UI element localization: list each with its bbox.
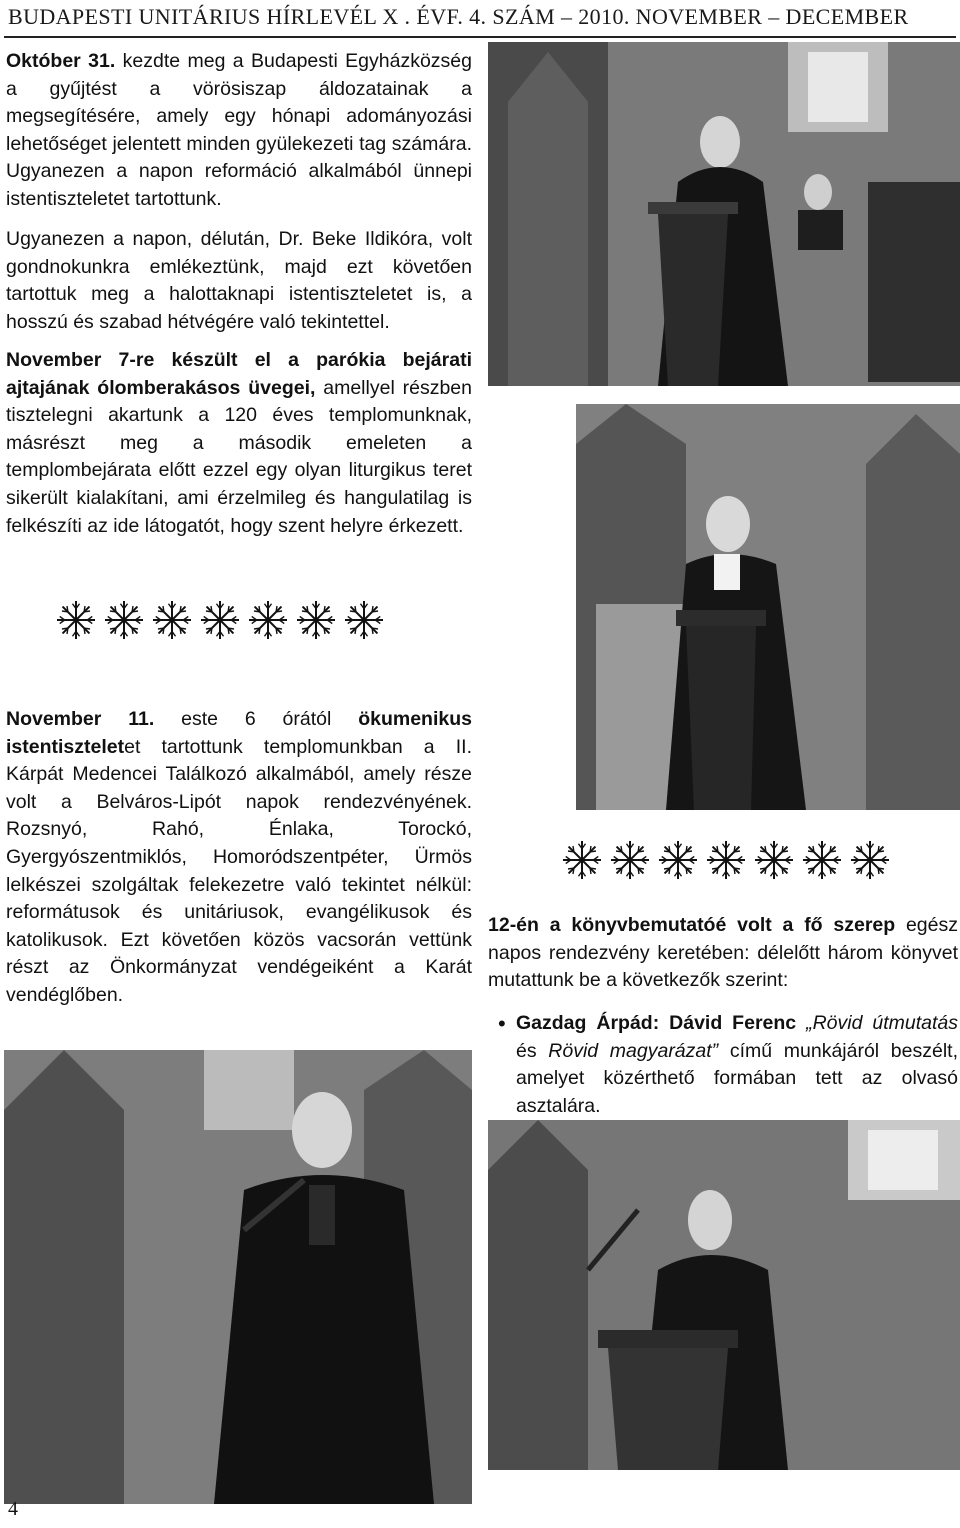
article-oct31-afternoon-text: Ugyanezen a napon, délután, Dr. Beke Ildikóra, volt gondnokunkra emlékeztünk, majd ezt követően tartottuk meg a halottaknapi istentiszteletet is, a hosszú és szabad hétvégére való tekintettel.: [6, 228, 472, 333]
ornament-divider-2: [560, 838, 892, 882]
snowflake-ornament-icon: [342, 598, 386, 642]
article-oct31: [6, 48, 472, 214]
article-nov7-lead: November 7-re készült el a parókia bejárati ajtajának ólomberakásos üvegei,: [6, 349, 472, 399]
bullet-icon: •: [498, 1011, 506, 1036]
article-nov12-lead: 12-én a könyvbemutatóé volt a fő szerep: [488, 914, 896, 936]
photo-woman-pastor-pulpit: [576, 404, 960, 810]
ornament-divider-1: [54, 598, 386, 642]
book-item-mid: és: [516, 1039, 549, 1062]
book-item-author: Gazdag Árpád: Dávid Ferenc: [516, 1012, 797, 1034]
snowflake-ornament-icon: [560, 838, 604, 882]
snowflake-ornament-icon: [848, 838, 892, 882]
book-list-item: [488, 1010, 958, 1120]
newsletter-header: [0, 0, 960, 40]
header-rule: [4, 36, 956, 38]
photo-man-speaker-lectern: [488, 1120, 960, 1470]
article-oct31-text: kezdte meg a Budapesti Egyházközség a gyűjtést a vörösiszap áldozatainak a megsegítésére, amely egy hónapi adományozási lehetőséget jelentett minden gyülekezeti tag számára. Ugyanezen a napon reformáció alkalmából ünnepi istentiszteletet tartottunk.: [6, 50, 472, 210]
article-nov7: [6, 347, 472, 540]
snowflake-ornament-icon: [800, 838, 844, 882]
article-nov12-text: egész napos rendezvény keretében: délelőtt három könyvet mutattunk be a következők szerint:: [488, 914, 958, 992]
snowflake-ornament-icon: [198, 598, 242, 642]
photo-man-speaker-microphone: [4, 1050, 472, 1504]
snowflake-ornament-icon: [294, 598, 338, 642]
snowflake-ornament-icon: [608, 838, 652, 882]
article-nov11-mid: este 6 órától: [154, 708, 359, 730]
article-nov11-lead2: ökumenikus istentisztelet: [6, 708, 472, 758]
photo-woman-speaker-pulpit: [488, 42, 960, 386]
snowflake-ornament-icon: [656, 838, 700, 882]
article-oct31-lead: Október 31.: [6, 50, 116, 72]
snowflake-ornament-icon: [246, 598, 290, 642]
header-title: BUDAPESTI UNITÁRIUS HÍRLEVÉL X . ÉVF. 4. SZÁM – 2010. NOVEMBER – DECEMBER: [8, 4, 909, 29]
article-nov11-text: et tartottunk templomunkban a II. Kárpát Medencei Találkozó alkalmából, amely része volt a Belváros-Lipót napok rendezvényének. Rozsnyó, Rahó, Énlaka, Torockó, Gyergyószentmiklós, Homoródszentpéter, Ürmös lelkészei szolgáltak felekezetre való tekintet nélkül: reformátusok és unitáriusok, evangélikusok és katolikusok. Ezt követően közös vacsorán vettünk részt az Önkormányzat vendégeiként a Karát vendéglőben.: [6, 735, 472, 1006]
book-list: [488, 1010, 958, 1120]
article-nov7-text: amellyel részben tisztelegni akartunk a 120 éves templomunknak, másrészt meg a második emeleten a templombejárata előtt ezzel egy olyan liturgikus teret sikerült kialakítani, ami érzelmileg és hangulatilag is felkészíti az ide látogatót, hogy szent helyre érkezett.: [6, 376, 472, 537]
page-number: 4: [8, 1498, 18, 1520]
snowflake-ornament-icon: [752, 838, 796, 882]
article-nov12: [488, 912, 958, 995]
book-item-title-1: „Rövid útmutatás: [796, 1012, 958, 1034]
snowflake-ornament-icon: [150, 598, 194, 642]
snowflake-ornament-icon: [54, 598, 98, 642]
book-item-text: című munkájáról beszélt, amelyet közérthető formában tett az olvasó asztalára.: [516, 1039, 959, 1117]
article-nov11: [6, 706, 472, 1010]
book-item-title-2: Rövid magyarázat”: [548, 1039, 719, 1062]
article-oct31-afternoon: [6, 226, 472, 336]
snowflake-ornament-icon: [704, 838, 748, 882]
snowflake-ornament-icon: [102, 598, 146, 642]
article-nov11-lead1: November 11.: [6, 708, 155, 730]
